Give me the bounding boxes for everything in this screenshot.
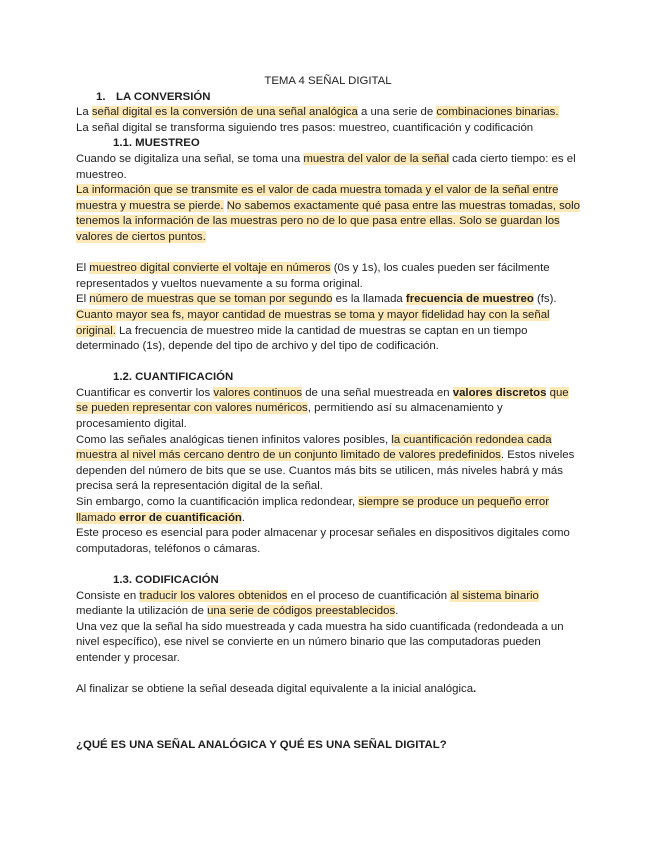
highlighted-text: la cuantificación redondea cada muestra al nivel más cercano dentro de un conjunto limitado de valores predefinidos xyxy=(76,433,552,462)
document-page xyxy=(76,74,580,753)
text-run: (fs). xyxy=(533,293,557,306)
subsection-heading-cuantificacion: 1.2. CUANTIFICACIÓN xyxy=(113,371,234,384)
section-number: 1. xyxy=(96,90,106,103)
text-run: Como las señales analógicas tienen infinitos valores posibles, xyxy=(76,433,392,446)
text-run: El xyxy=(76,293,90,306)
highlighted-text: No sabemos exactamente qué pasa entre las muestras tomadas, solo tenemos la información de las muestras pero no de lo que pasa entre ellas. Solo se guardan los valores de ciertos puntos. xyxy=(76,199,580,243)
paragraph xyxy=(76,292,580,308)
highlighted-text: una serie de códigos preestablecidos xyxy=(207,605,396,618)
paragraph: La señal digital se transforma siguiendo tres pasos: muestreo, cuantificación y codificación xyxy=(76,121,534,134)
text-run: El xyxy=(76,262,90,275)
spacer xyxy=(76,667,580,683)
highlighted-bold-text: valores discretos xyxy=(452,386,547,399)
bold-text: . xyxy=(473,683,477,696)
text-run: , permitiendo así su almacenamiento y procesamiento digital. xyxy=(76,402,503,431)
paragraph xyxy=(76,152,580,183)
paragraph: Una vez que la señal ha sido muestreada y cada muestra ha sido cuantificada (redondeada a un nivel específico), ese nivel se convierte en un número binario que las computadoras pueden entender y procesar. xyxy=(76,620,564,664)
paragraph xyxy=(76,183,580,245)
spacer xyxy=(76,246,580,262)
paragraph xyxy=(76,682,580,698)
highlighted-text: muestreo digital convierte el voltaje en números xyxy=(89,262,331,275)
paragraph: Este proceso es esencial para poder almacenar y procesar señales en dispositivos digitales como computadoras, teléfonos o cámaras. xyxy=(76,527,570,555)
text-run: Sin embargo, como la cuantificación implica redondear, xyxy=(76,496,359,509)
paragraph xyxy=(76,261,580,292)
text-run: (0s y 1s), los cuales pueden ser fácilmente representados y vueltos nuevamente a su forma original. xyxy=(76,262,550,290)
highlighted-text: muestra del valor de la señal xyxy=(303,152,449,165)
text-run: Consiste en xyxy=(76,589,140,602)
section-heading-conversion xyxy=(76,90,580,106)
text-run: . Estos niveles dependen del número de bits que se use. Cuantos más bits se utilicen, más niveles habrá y más precisa será la representación digital de la señal. xyxy=(76,449,575,493)
highlighted-bold-text: error de cuantificación xyxy=(119,511,242,524)
text-run: . xyxy=(241,511,246,524)
spacer xyxy=(76,557,580,573)
text-run: en el proceso de cuantificación xyxy=(287,589,451,602)
highlighted-text: La información que se transmite es el valor de cada muestra tomada y el valor de la señal entre muestra y muestra se pierde. xyxy=(76,184,559,212)
paragraph xyxy=(76,589,580,620)
highlighted-text: al sistema binario xyxy=(450,589,539,602)
text-run: La xyxy=(76,106,92,119)
paragraph xyxy=(76,308,580,355)
text-run: La frecuencia de muestreo mide la cantidad de muestras se captan en un tiempo determinado (1s), depende del tipo de archivo y del tipo de codificación. xyxy=(76,324,528,353)
highlighted-text: número de muestras que se toman por segundo xyxy=(89,293,333,306)
paragraph xyxy=(76,386,580,433)
highlighted-text: que se pueden representar con valores numéricos xyxy=(76,386,569,415)
text-run: . xyxy=(395,605,399,618)
section-heading-text: LA CONVERSIÓN xyxy=(116,90,211,103)
highlighted-text: Cuanto mayor sea fs, mayor cantidad de muestras se toma y mayor fidelidad hay con la señal original. xyxy=(76,308,550,337)
highlighted-text: valores continuos xyxy=(213,386,303,399)
paragraph xyxy=(76,105,580,121)
text-run: es la llamada xyxy=(332,293,406,306)
subsection-heading-codificacion: 1.3. CODIFICACIÓN xyxy=(113,574,219,586)
spacer xyxy=(76,698,580,738)
text-run: mediante la utilización de xyxy=(76,605,208,618)
subsection-heading-muestreo: 1.1. MUESTREO xyxy=(113,137,200,150)
highlighted-text: traducir los valores obtenidos xyxy=(139,589,288,602)
paragraph xyxy=(76,495,580,526)
paragraph xyxy=(76,433,580,495)
highlighted-text: combinaciones binarias. xyxy=(436,106,559,119)
question-heading: ¿QUÉ ES UNA SEÑAL ANALÓGICA Y QUÉ ES UNA SEÑAL DIGITAL? xyxy=(76,738,447,751)
highlighted-bold-text: frecuencia de muestreo xyxy=(405,293,534,306)
spacer xyxy=(76,355,580,371)
highlighted-text: señal digital es la conversión de una señal analógica xyxy=(91,106,358,119)
highlighted-text: siempre se produce un pequeño error llamado xyxy=(76,496,549,524)
text-run: de una señal muestreada en xyxy=(302,386,453,399)
text-run: Cuando se digitaliza una señal, se toma una xyxy=(76,152,304,165)
text-run: Cuantificar es convertir los xyxy=(76,386,214,399)
document-title: TEMA 4 SEÑAL DIGITAL xyxy=(264,75,392,87)
text-run: a una serie de xyxy=(357,106,437,119)
text-run: cada cierto tiempo: es el muestreo. xyxy=(76,152,576,181)
text-run: Al finalizar se obtiene la señal deseada digital equivalente a la inicial analógica xyxy=(76,683,474,696)
